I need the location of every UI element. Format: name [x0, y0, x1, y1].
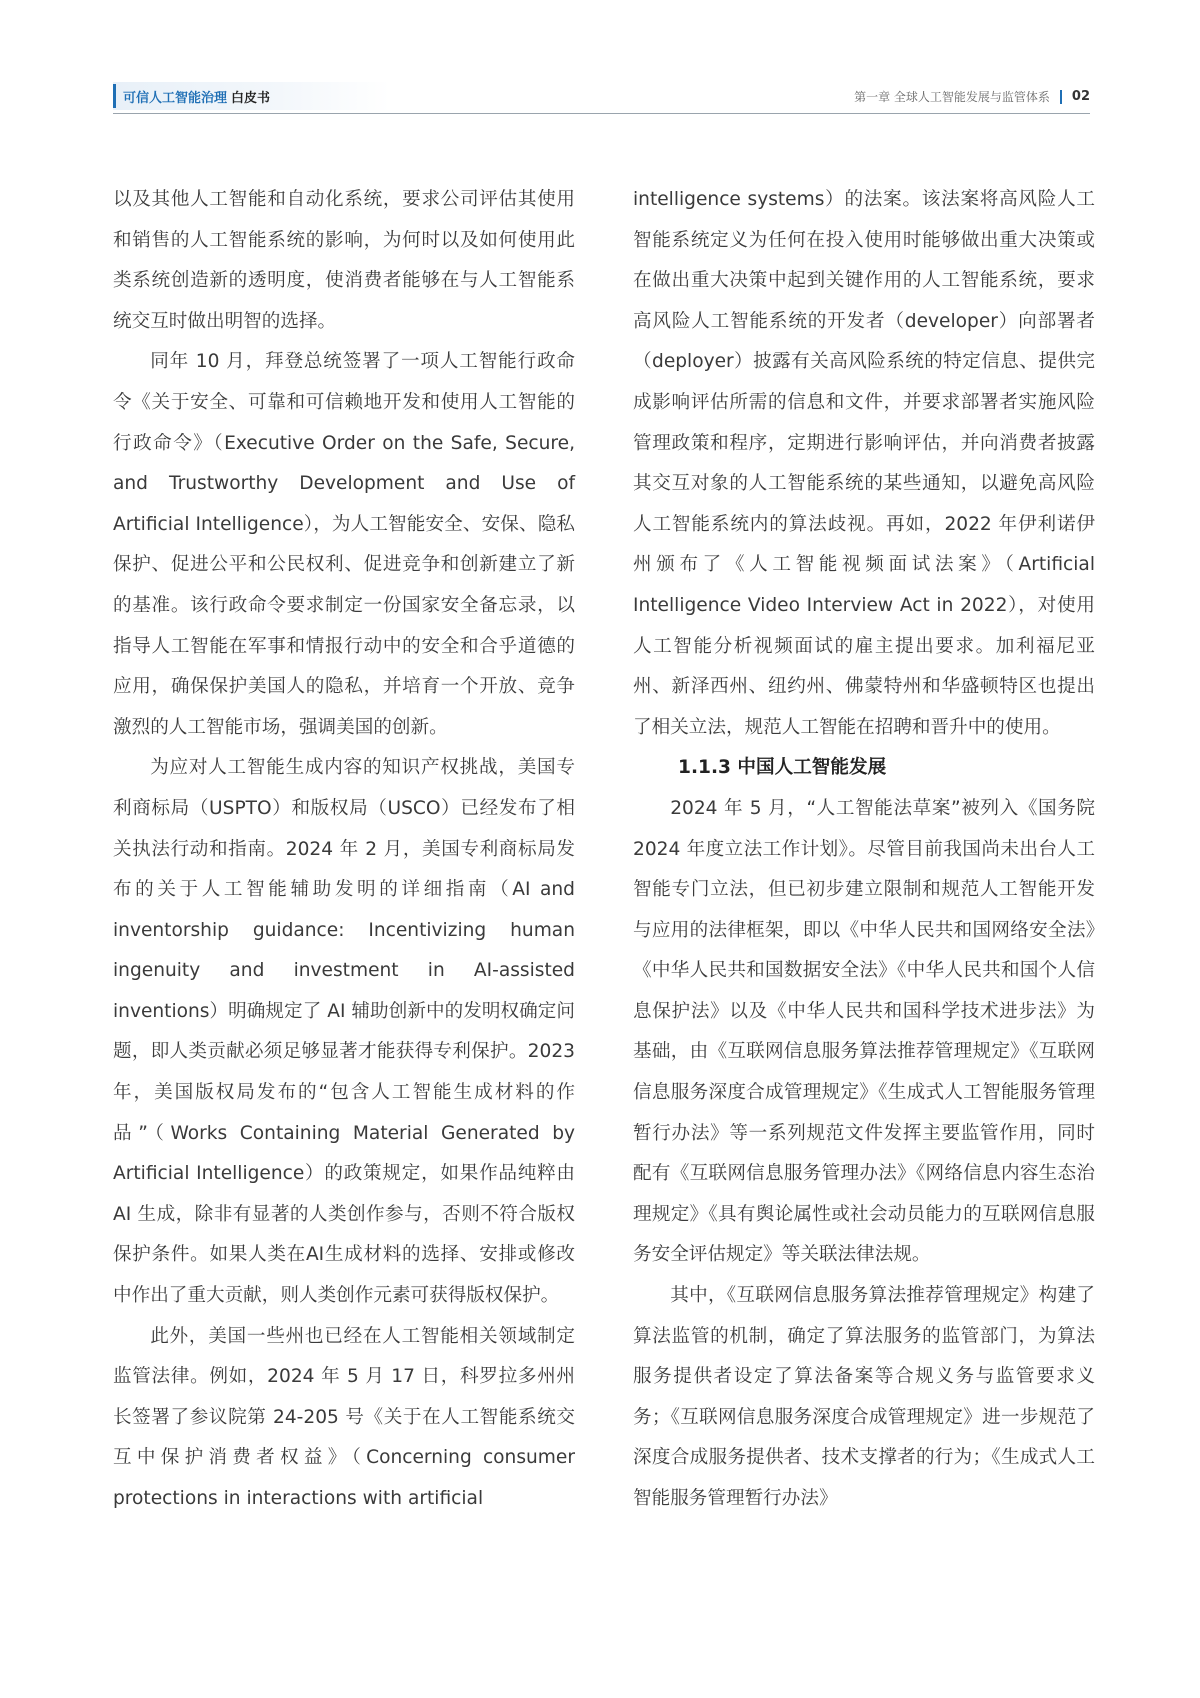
page-number: 02	[1071, 89, 1090, 104]
chapter-separator	[1060, 90, 1062, 104]
brand-subtitle: 白皮书	[231, 90, 271, 106]
paragraph: 同年 10 月，拜登总统签署了一项人工智能行政命令《关于安全、可靠和可信赖地开发和使用人工智能的行政命令》（Executive Order on the Safe, Secure, and Trustworthy Development and Use of Artificial Intelligence），为人工智能安全、安保、隐私保护、促进公平和公民权利、促进竞争和创新建立了新的基准。该行政命令要求制定一份国家安全备忘录，以指导人工智能在军事和情报行动中的安全和合乎道德的应用，确保保护美国人的隐私，并培育一个开放、竞争激烈的人工智能市场，强调美国的创新。	[113, 351, 575, 738]
left-column	[113, 180, 575, 1520]
brand-accent-bar	[113, 84, 116, 108]
paragraph: 为应对人工智能生成内容的知识产权挑战，美国专利商标局（USPTO）和版权局（USCO）已经发布了相关执法行动和指南。2024 年 2 月，美国专利商标局发布的关于人工智能辅助发明的详细指南（AI and inventorship guidance: Incentivizing human ingenuity and investment in AI-assisted inventions）明确规定了 AI 辅助创新中的发明权确定问题，即人类贡献必须足够显著才能获得专利保护。2023 年，美国版权局发布的“包含人工智能生成材料的作品”（Works Containing Material Generated by Artificial Intelligence）的政策规定，如果作品纯粹由 AI 生成，除非有显著的人类创作参与，否则不符合版权保护条件。如果人类在AI生成材料的选择、安排或修改中作出了重大贡献，则人类创作元素可获得版权保护。	[113, 757, 575, 1307]
chapter-info	[854, 88, 1090, 105]
paragraph: 其中，《互联网信息服务算法推荐管理规定》构建了算法监管的机制，确定了算法服务的监管部门，为算法服务提供者设定了算法备案等合规义务与监管要求义务；《互联网信息服务深度合成管理规定》进一步规范了深度合成服务提供者、技术支撑者的行为；《生成式人工智能服务管理暂行办法》	[633, 1285, 1095, 1509]
brand-label	[113, 82, 390, 110]
paragraph: 2024 年 5 月，“人工智能法草案”被列入《国务院 2024 年度立法工作计划》。尽管目前我国尚未出台人工智能专门立法，但已初步建立限制和规范人工智能开发与应用的法律框架，即以《中华人民共和国网络安全法》《中华人民共和国数据安全法》《中华人民共和国个人信息保护法》以及《中华人民共和国科学技术进步法》为基础，由《互联网信息服务算法推荐管理规定》《互联网信息服务深度合成管理规定》《生成式人工智能服务管理暂行办法》等一系列规范文件发挥主要监管作用，同时配有《互联网信息服务管理办法》《网络信息内容生态治理规定》《具有舆论属性或社会动员能力的互联网信息服务安全评估规定》等关联法律法规。	[633, 797, 1095, 1266]
paragraph: 以及其他人工智能和自动化系统，要求公司评估其使用和销售的人工智能系统的影响，为何时以及如何使用此类系统创造新的透明度，使消费者能够在与人工智能系统交互时做出明智的选择。	[113, 189, 575, 332]
header-divider	[113, 113, 1090, 114]
right-column	[633, 180, 1095, 1520]
paragraph: 此外，美国一些州也已经在人工智能相关领域制定监管法律。例如，2024 年 5 月 17 日，科罗拉多州州长签署了参议院第 24-205 号《关于在人工智能系统交互中保护消费者权益》（Concerning consumer protections in interactions with artificial	[113, 1325, 575, 1509]
paragraph: intelligence systems）的法案。该法案将高风险人工智能系统定义为任何在投入使用时能够做出重大决策或在做出重大决策中起到关键作用的人工智能系统，要求高风险人工智能系统的开发者（developer）向部署者（deployer）披露有关高风险系统的特定信息、提供完成影响评估所需的信息和文件，并要求部署者实施风险管理政策和程序，定期进行影响评估，并向消费者披露其交互对象的人工智能系统的某些通知，以避免高风险人工智能系统内的算法歧视。再如，2022 年伊利诺伊州颁布了《人工智能视频面试法案》（Artificial Intelligence Video Interview Act in 2022），对使用人工智能分析视频面试的雇主提出要求。加利福尼亚州、新泽西州、纽约州、佛蒙特州和华盛顿特区也提出了相关立法，规范人工智能在招聘和晋升中的使用。	[633, 189, 1095, 738]
page-header	[113, 82, 1090, 112]
section-heading: 1.1.3 中国人工智能发展	[678, 757, 887, 779]
chapter-title: 第一章 全球人工智能发展与监管体系	[854, 90, 1050, 104]
brand-title: 可信人工智能治理	[123, 90, 228, 106]
